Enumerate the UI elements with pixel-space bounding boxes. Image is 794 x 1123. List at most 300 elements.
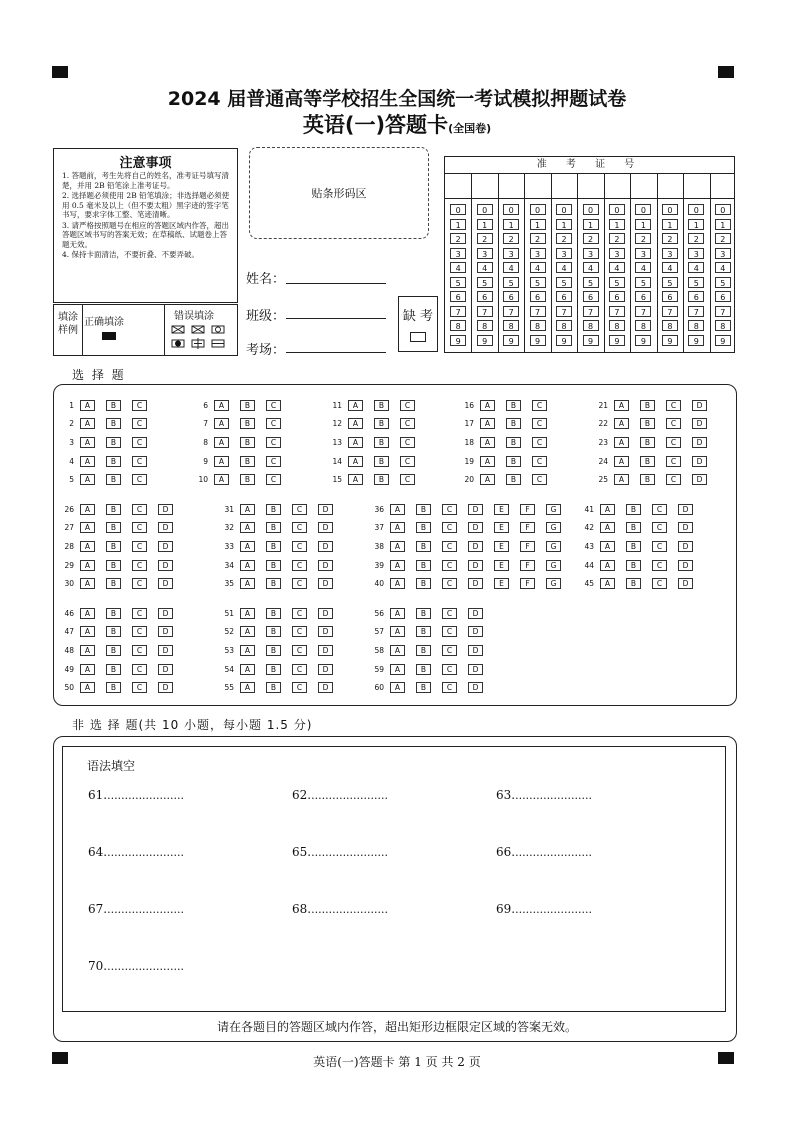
option-bubble[interactable]: C [532,474,547,485]
id-digit-bubble[interactable]: 1 [530,219,546,230]
id-digit-bubble[interactable]: 8 [609,320,625,331]
option-bubble[interactable]: B [416,664,431,675]
option-bubble[interactable]: A [214,418,229,429]
option-bubble[interactable]: D [318,560,333,571]
option-bubble[interactable]: A [240,541,255,552]
id-digit-bubble[interactable]: 9 [609,335,625,346]
id-digit-bubble[interactable]: 0 [662,204,678,215]
id-digit-bubble[interactable]: 9 [450,335,466,346]
option-bubble[interactable]: A [600,522,615,533]
option-bubble[interactable]: C [400,437,415,448]
option-bubble[interactable]: C [132,522,147,533]
id-digit-bubble[interactable]: 5 [450,277,466,288]
option-bubble[interactable]: B [266,504,281,515]
option-bubble[interactable]: C [292,664,307,675]
option-bubble[interactable]: B [416,504,431,515]
id-digit-bubble[interactable]: 3 [688,248,704,259]
id-digit-bubble[interactable]: 1 [450,219,466,230]
option-bubble[interactable]: A [390,608,405,619]
option-bubble[interactable]: G [546,541,561,552]
id-digit-bubble[interactable]: 8 [477,320,493,331]
option-bubble[interactable]: E [494,522,509,533]
option-bubble[interactable]: B [266,682,281,693]
option-bubble[interactable]: A [240,626,255,637]
id-digit-bubble[interactable]: 9 [583,335,599,346]
option-bubble[interactable]: C [666,456,681,467]
id-digit-bubble[interactable]: 1 [688,219,704,230]
option-bubble[interactable]: A [600,578,615,589]
option-bubble[interactable]: C [132,437,147,448]
option-bubble[interactable]: C [132,645,147,656]
id-digit-bubble[interactable]: 4 [635,262,651,273]
option-bubble[interactable]: B [240,456,255,467]
option-bubble[interactable]: E [494,578,509,589]
option-bubble[interactable]: D [468,682,483,693]
option-bubble[interactable]: C [132,400,147,411]
id-digit-bubble[interactable]: 2 [556,233,572,244]
option-bubble[interactable]: C [442,578,457,589]
option-bubble[interactable]: A [80,560,95,571]
id-digit-bubble[interactable]: 2 [715,233,731,244]
option-bubble[interactable]: D [468,541,483,552]
option-bubble[interactable]: D [158,608,173,619]
blank-dots[interactable]: ...................... [311,903,389,916]
id-digit-bubble[interactable]: 2 [583,233,599,244]
fill-blank[interactable] [292,788,388,802]
option-bubble[interactable]: C [532,418,547,429]
option-bubble[interactable]: A [480,437,495,448]
option-bubble[interactable]: B [640,456,655,467]
option-bubble[interactable]: C [132,578,147,589]
option-bubble[interactable]: C [292,645,307,656]
option-bubble[interactable]: B [266,664,281,675]
option-bubble[interactable]: A [214,437,229,448]
id-digit-bubble[interactable]: 1 [635,219,651,230]
option-bubble[interactable]: F [520,522,535,533]
id-digit-bubble[interactable]: 5 [635,277,651,288]
option-bubble[interactable]: C [266,437,281,448]
option-bubble[interactable]: D [468,560,483,571]
id-digit-bubble[interactable]: 3 [530,248,546,259]
option-bubble[interactable]: C [652,522,667,533]
id-digit-bubble[interactable]: 7 [556,306,572,317]
option-bubble[interactable]: C [666,400,681,411]
option-bubble[interactable]: D [678,560,693,571]
id-digit-bubble[interactable]: 5 [583,277,599,288]
class-field[interactable] [286,318,386,319]
option-bubble[interactable]: B [416,522,431,533]
option-bubble[interactable]: C [442,664,457,675]
option-bubble[interactable]: B [506,456,521,467]
id-digit-bubble[interactable]: 7 [503,306,519,317]
option-bubble[interactable]: C [132,456,147,467]
option-bubble[interactable]: C [266,400,281,411]
id-digit-bubble[interactable]: 3 [583,248,599,259]
id-digit-bubble[interactable]: 1 [609,219,625,230]
option-bubble[interactable]: C [442,504,457,515]
option-bubble[interactable]: C [400,400,415,411]
id-digit-bubble[interactable]: 5 [688,277,704,288]
option-bubble[interactable]: A [390,541,405,552]
option-bubble[interactable]: C [132,664,147,675]
option-bubble[interactable]: B [240,400,255,411]
option-bubble[interactable]: B [240,437,255,448]
option-bubble[interactable]: C [652,578,667,589]
option-bubble[interactable]: D [318,682,333,693]
option-bubble[interactable]: B [266,541,281,552]
option-bubble[interactable]: D [318,645,333,656]
option-bubble[interactable]: D [692,418,707,429]
id-digit-bubble[interactable]: 2 [450,233,466,244]
option-bubble[interactable]: B [640,400,655,411]
option-bubble[interactable]: A [614,456,629,467]
id-digit-bubble[interactable]: 6 [688,291,704,302]
option-bubble[interactable]: A [614,437,629,448]
option-bubble[interactable]: D [318,608,333,619]
option-bubble[interactable]: D [468,645,483,656]
option-bubble[interactable]: A [614,474,629,485]
id-digit-bubble[interactable]: 3 [450,248,466,259]
id-digit-bubble[interactable]: 6 [662,291,678,302]
option-bubble[interactable]: D [678,504,693,515]
id-digit-bubble[interactable]: 4 [715,262,731,273]
option-bubble[interactable]: A [600,541,615,552]
option-bubble[interactable]: C [532,400,547,411]
option-bubble[interactable]: B [374,400,389,411]
id-digit-bubble[interactable]: 9 [635,335,651,346]
option-bubble[interactable]: A [80,522,95,533]
id-digit-bubble[interactable]: 6 [450,291,466,302]
id-digit-bubble[interactable]: 0 [556,204,572,215]
fill-blank[interactable] [292,845,388,859]
id-digit-bubble[interactable]: 2 [635,233,651,244]
id-digit-bubble[interactable]: 8 [556,320,572,331]
id-digit-bubble[interactable]: 4 [688,262,704,273]
id-digit-bubble[interactable]: 6 [503,291,519,302]
option-bubble[interactable]: B [106,522,121,533]
option-bubble[interactable]: A [600,560,615,571]
option-bubble[interactable]: B [506,400,521,411]
option-bubble[interactable]: C [266,418,281,429]
option-bubble[interactable]: B [106,474,121,485]
id-digit-bubble[interactable]: 8 [503,320,519,331]
option-bubble[interactable]: C [132,504,147,515]
option-bubble[interactable]: D [158,504,173,515]
id-digit-bubble[interactable]: 3 [715,248,731,259]
id-digit-bubble[interactable]: 4 [662,262,678,273]
option-bubble[interactable]: D [158,664,173,675]
id-digit-bubble[interactable]: 5 [609,277,625,288]
option-bubble[interactable]: D [318,522,333,533]
option-bubble[interactable]: C [652,504,667,515]
option-bubble[interactable]: A [240,522,255,533]
option-bubble[interactable]: C [266,456,281,467]
option-bubble[interactable]: D [158,578,173,589]
option-bubble[interactable]: B [416,626,431,637]
option-bubble[interactable]: F [520,504,535,515]
option-bubble[interactable]: B [106,541,121,552]
id-digit-bubble[interactable]: 7 [662,306,678,317]
id-digit-bubble[interactable]: 7 [477,306,493,317]
option-bubble[interactable]: C [442,608,457,619]
id-digit-bubble[interactable]: 8 [635,320,651,331]
option-bubble[interactable]: B [106,418,121,429]
option-bubble[interactable]: B [106,456,121,467]
option-bubble[interactable]: D [318,504,333,515]
id-digit-bubble[interactable]: 3 [556,248,572,259]
blank-dots[interactable]: ...................... [107,960,185,973]
option-bubble[interactable]: A [80,456,95,467]
id-digit-bubble[interactable]: 8 [583,320,599,331]
option-bubble[interactable]: B [626,504,641,515]
option-bubble[interactable]: A [390,504,405,515]
id-digit-bubble[interactable]: 8 [530,320,546,331]
id-digit-bubble[interactable]: 0 [450,204,466,215]
option-bubble[interactable]: C [132,682,147,693]
option-bubble[interactable]: A [390,664,405,675]
option-bubble[interactable]: A [614,418,629,429]
option-bubble[interactable]: C [532,437,547,448]
id-digit-bubble[interactable]: 7 [635,306,651,317]
id-digit-bubble[interactable]: 5 [477,277,493,288]
option-bubble[interactable]: E [494,504,509,515]
option-bubble[interactable]: B [266,608,281,619]
option-bubble[interactable]: A [80,682,95,693]
id-digit-bubble[interactable]: 9 [715,335,731,346]
option-bubble[interactable]: C [132,626,147,637]
option-bubble[interactable]: C [442,522,457,533]
option-bubble[interactable]: D [678,578,693,589]
id-digit-bubble[interactable]: 1 [715,219,731,230]
option-bubble[interactable]: B [106,608,121,619]
id-digit-bubble[interactable]: 2 [609,233,625,244]
id-digit-bubble[interactable]: 0 [503,204,519,215]
option-bubble[interactable]: A [390,578,405,589]
option-bubble[interactable]: G [546,504,561,515]
option-bubble[interactable]: B [640,437,655,448]
option-bubble[interactable]: E [494,560,509,571]
option-bubble[interactable]: C [442,626,457,637]
id-digit-bubble[interactable]: 9 [556,335,572,346]
option-bubble[interactable]: B [626,560,641,571]
fill-blank[interactable] [88,845,184,859]
option-bubble[interactable]: D [468,608,483,619]
option-bubble[interactable]: A [80,400,95,411]
id-digit-bubble[interactable]: 7 [530,306,546,317]
option-bubble[interactable]: C [292,578,307,589]
option-bubble[interactable]: B [106,664,121,675]
option-bubble[interactable]: D [318,626,333,637]
option-bubble[interactable]: G [546,578,561,589]
option-bubble[interactable]: C [652,560,667,571]
option-bubble[interactable]: F [520,541,535,552]
option-bubble[interactable]: B [416,645,431,656]
fill-blank[interactable] [496,845,592,859]
id-digit-bubble[interactable]: 5 [662,277,678,288]
option-bubble[interactable]: B [506,437,521,448]
absent-box[interactable] [398,296,438,352]
option-bubble[interactable]: A [480,418,495,429]
id-digit-bubble[interactable]: 3 [477,248,493,259]
option-bubble[interactable]: C [442,541,457,552]
id-digit-bubble[interactable]: 6 [477,291,493,302]
option-bubble[interactable]: C [400,474,415,485]
id-digit-bubble[interactable]: 5 [556,277,572,288]
id-digit-bubble[interactable]: 9 [477,335,493,346]
option-bubble[interactable]: A [390,522,405,533]
option-bubble[interactable]: C [132,560,147,571]
option-bubble[interactable]: D [692,456,707,467]
option-bubble[interactable]: D [468,578,483,589]
option-bubble[interactable]: A [480,456,495,467]
option-bubble[interactable]: A [80,504,95,515]
option-bubble[interactable]: B [106,504,121,515]
id-digit-bubble[interactable]: 4 [477,262,493,273]
id-digit-bubble[interactable]: 6 [583,291,599,302]
option-bubble[interactable]: C [132,541,147,552]
option-bubble[interactable]: B [374,474,389,485]
absent-checkbox[interactable] [410,332,426,342]
id-digit-bubble[interactable]: 1 [556,219,572,230]
option-bubble[interactable]: D [318,664,333,675]
id-digit-bubble[interactable]: 0 [583,204,599,215]
id-digit-bubble[interactable]: 7 [688,306,704,317]
option-bubble[interactable]: C [666,474,681,485]
option-bubble[interactable]: A [390,626,405,637]
id-digit-bubble[interactable]: 1 [477,219,493,230]
id-digit-bubble[interactable]: 9 [503,335,519,346]
option-bubble[interactable]: A [80,626,95,637]
option-bubble[interactable]: C [132,418,147,429]
option-bubble[interactable]: A [480,474,495,485]
id-digit-bubble[interactable]: 6 [715,291,731,302]
option-bubble[interactable]: B [106,437,121,448]
option-bubble[interactable]: C [400,456,415,467]
option-bubble[interactable]: G [546,522,561,533]
id-digit-bubble[interactable]: 8 [688,320,704,331]
option-bubble[interactable]: A [80,474,95,485]
id-digit-bubble[interactable]: 7 [609,306,625,317]
option-bubble[interactable]: C [532,456,547,467]
id-digit-bubble[interactable]: 4 [450,262,466,273]
option-bubble[interactable]: B [374,418,389,429]
option-bubble[interactable]: A [240,578,255,589]
option-bubble[interactable]: B [640,474,655,485]
option-bubble[interactable]: C [292,608,307,619]
option-bubble[interactable]: C [292,504,307,515]
id-digit-bubble[interactable]: 5 [530,277,546,288]
option-bubble[interactable]: B [106,645,121,656]
option-bubble[interactable]: E [494,541,509,552]
option-bubble[interactable]: A [80,664,95,675]
id-digit-bubble[interactable]: 0 [477,204,493,215]
id-digit-bubble[interactable]: 4 [530,262,546,273]
option-bubble[interactable]: B [106,560,121,571]
id-digit-bubble[interactable]: 2 [688,233,704,244]
option-bubble[interactable]: B [416,578,431,589]
option-bubble[interactable]: B [266,560,281,571]
option-bubble[interactable]: B [416,541,431,552]
fill-blank[interactable] [88,788,184,802]
option-bubble[interactable]: B [626,578,641,589]
option-bubble[interactable]: D [158,541,173,552]
option-bubble[interactable]: B [106,626,121,637]
option-bubble[interactable]: D [318,541,333,552]
option-bubble[interactable]: D [678,541,693,552]
id-digit-bubble[interactable]: 2 [477,233,493,244]
id-digit-bubble[interactable]: 6 [530,291,546,302]
option-bubble[interactable]: A [240,664,255,675]
option-bubble[interactable]: A [390,560,405,571]
id-digit-bubble[interactable]: 9 [662,335,678,346]
id-digit-bubble[interactable]: 7 [583,306,599,317]
id-digit-bubble[interactable]: 7 [715,306,731,317]
option-bubble[interactable]: D [158,645,173,656]
blank-dots[interactable]: ...................... [107,789,185,802]
id-digit-bubble[interactable]: 0 [688,204,704,215]
option-bubble[interactable]: F [520,560,535,571]
option-bubble[interactable]: C [442,645,457,656]
option-bubble[interactable]: B [266,626,281,637]
option-bubble[interactable]: A [80,645,95,656]
option-bubble[interactable]: C [442,560,457,571]
option-bubble[interactable]: C [292,522,307,533]
id-digit-bubble[interactable]: 1 [583,219,599,230]
blank-dots[interactable]: ...................... [515,789,593,802]
option-bubble[interactable]: A [348,474,363,485]
id-digit-bubble[interactable]: 7 [450,306,466,317]
option-bubble[interactable]: A [80,541,95,552]
option-bubble[interactable]: B [106,400,121,411]
option-bubble[interactable]: A [240,560,255,571]
option-bubble[interactable]: A [214,456,229,467]
blank-dots[interactable]: ...................... [515,846,593,859]
id-digit-bubble[interactable]: 2 [662,233,678,244]
option-bubble[interactable]: A [390,645,405,656]
fill-blank[interactable] [496,788,592,802]
name-field[interactable] [286,283,386,284]
option-bubble[interactable]: C [652,541,667,552]
option-bubble[interactable]: D [158,560,173,571]
option-bubble[interactable]: C [292,541,307,552]
option-bubble[interactable]: B [266,522,281,533]
option-bubble[interactable]: A [214,474,229,485]
id-digit-bubble[interactable]: 6 [635,291,651,302]
id-digit-bubble[interactable]: 8 [715,320,731,331]
id-digit-bubble[interactable]: 4 [609,262,625,273]
option-bubble[interactable]: D [468,664,483,675]
option-bubble[interactable]: B [626,522,641,533]
blank-dots[interactable]: ...................... [107,903,185,916]
option-bubble[interactable]: D [692,400,707,411]
id-digit-bubble[interactable]: 9 [688,335,704,346]
option-bubble[interactable]: D [158,522,173,533]
option-bubble[interactable]: B [266,645,281,656]
option-bubble[interactable]: B [266,578,281,589]
fill-blank[interactable] [88,959,184,973]
id-digit-bubble[interactable]: 3 [609,248,625,259]
option-bubble[interactable]: B [506,418,521,429]
fill-blank[interactable] [496,902,592,916]
option-bubble[interactable]: D [468,504,483,515]
option-bubble[interactable]: D [468,626,483,637]
option-bubble[interactable]: B [240,474,255,485]
blank-dots[interactable]: ...................... [107,846,185,859]
option-bubble[interactable]: A [600,504,615,515]
option-bubble[interactable]: C [292,626,307,637]
option-bubble[interactable]: A [348,418,363,429]
id-digit-bubble[interactable]: 3 [503,248,519,259]
